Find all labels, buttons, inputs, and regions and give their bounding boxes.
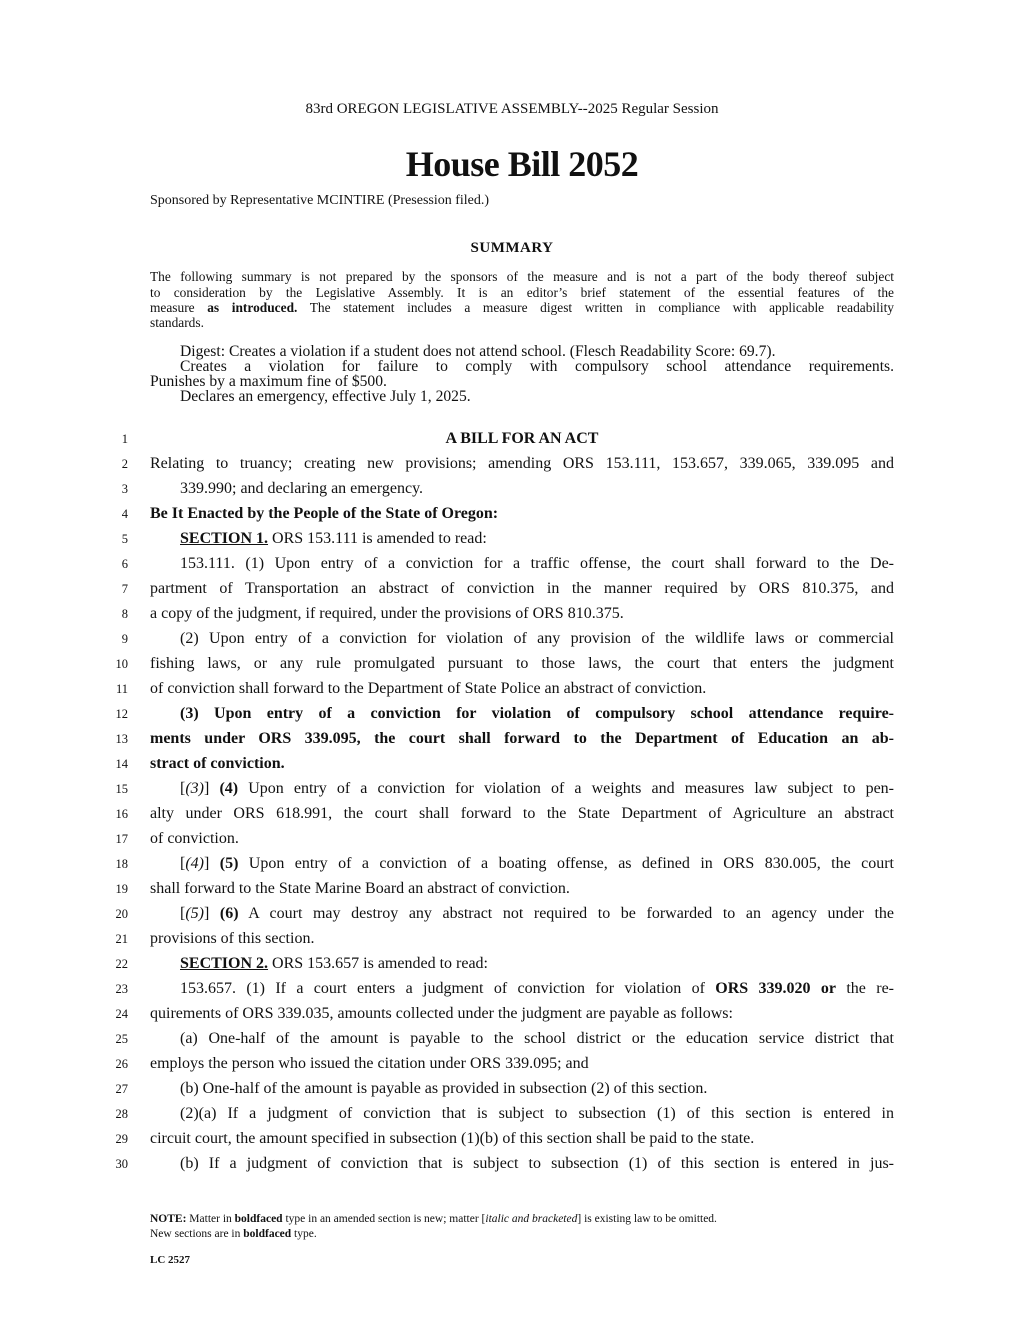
bill-line [180,780,894,798]
line-number: 4 [121,507,128,521]
session-header: 83rd OREGON LEGISLATIVE ASSEMBLY--2025 Regular Session [305,101,719,117]
bill-line [180,955,488,973]
line-number: 14 [115,757,128,771]
note-text: type in an amended section is new; matter [ [282,1213,486,1225]
note-bold: boldfaced [234,1213,283,1225]
line-number: 11 [115,682,128,696]
note-bold: boldfaced [243,1228,292,1240]
bill-line: 153.111. (1) Upon entry of a conviction for a traffic offense, the court shall forward to the De- [180,555,894,572]
summary-heading: SUMMARY [470,240,554,256]
bill-line: fishing laws, or any rule promulgated pursuant to those laws, the court that enters the judgment [150,655,894,672]
line-number: 30 [115,1157,128,1171]
line-number: 6 [121,557,128,571]
sponsor-line: Sponsored by Representative MCINTIRE (Presession filed.) [150,193,490,208]
bill-text: the re- [836,980,895,997]
bill-line: Relating to truancy; creating new provisions; amending ORS 153.111, 153.657, 339.065, 339.095 and [150,455,894,472]
line-number: 26 [115,1057,128,1071]
bill-text: Upon entry of a conviction for violation of a weights and measures law subject to pen- [238,780,895,797]
bill-text: ORS 153.657 is amended to read: [268,955,488,972]
bill-line: (a) One-half of the amount is payable to the school district or the education service district that [180,1030,894,1047]
bill-title: House Bill 2052 [405,144,639,184]
line-number: 17 [115,832,128,846]
bill-text: 153.657. (1) If a court enters a judgment of conviction for violation of [180,980,716,997]
digest-line: Punishes by a maximum fine of $500. [150,373,387,390]
bill-line: quirements of ORS 339.035, amounts collected under the judgment are payable as follows: [150,1005,733,1022]
bracket: [ [180,905,186,922]
note-text: type. [291,1228,317,1240]
bill-line-new: ments under ORS 339.095, the court shall forward to the Department of Education an ab- [150,730,894,747]
bill-line [180,530,487,548]
line-number: 13 [115,732,128,746]
bill-line: of conviction shall forward to the Department of State Police an abstract of conviction. [150,680,707,697]
deleted-text: (4) [185,855,204,872]
new-text: (4) [219,780,239,797]
line-number: 25 [115,1032,128,1046]
footer-note [150,1213,717,1225]
bill-line [180,980,894,998]
new-text: (5) [219,855,239,872]
bill-act-heading: A BILL FOR AN ACT [445,430,599,447]
lc-number: LC 2527 [150,1254,191,1266]
line-number: 22 [115,957,128,971]
footer-note [150,1228,317,1240]
bill-text: Upon entry of a conviction of a boating offense, as defined in ORS 830.005, the court [238,855,894,872]
line-number: 7 [121,582,128,596]
line-number: 18 [115,857,128,871]
line-number: 20 [115,907,128,921]
summary-intro-line: standards. [150,315,204,330]
bill-line-new: (3) Upon entry of a conviction for violation of compulsory school attendance require- [180,705,894,722]
note-text: New sections are in [150,1228,244,1240]
line-number: 10 [115,657,128,671]
line-number: 21 [115,932,128,946]
line-number: 15 [115,782,128,796]
bill-line: (2) Upon entry of a conviction for violation of any provision of the wildlife laws or commercial [180,630,894,647]
summary-intro-line: The following summary is not prepared by the sponsors of the measure and is not a part of the body thereof subject [150,269,894,284]
line-number: 12 [115,707,128,721]
bill-line: provisions of this section. [150,930,315,947]
section-2-label: SECTION 2. [180,955,269,972]
line-number: 24 [115,1007,128,1021]
new-text: (6) [219,905,239,922]
digest-line: Digest: Creates a violation if a student does not attend school. (Flesch Readability Score: 69.7). [180,343,776,360]
bill-line: alty under ORS 618.991, the court shall forward to the State Department of Agriculture an abstract [150,805,894,822]
line-number: 3 [121,482,128,496]
line-number: 1 [121,432,128,446]
note-text: Matter in [186,1213,235,1225]
summary-intro-line: to consideration by the Legislative Assembly. It is an editor’s brief statement of the essential features of the [150,285,894,300]
bill-line: (b) One-half of the amount is payable as provided in subsection (2) of this section. [180,1080,708,1097]
bill-line: partment of Transportation an abstract of conviction in the manner required by ORS 810.375, and [150,580,894,597]
bracket: [ [180,855,186,872]
line-number: 19 [115,882,128,896]
bracket: ] [203,855,220,872]
bill-line: shall forward to the State Marine Board an abstract of conviction. [150,880,570,897]
bracket: ] [203,780,220,797]
as-introduced-text: as introduced. [207,300,298,315]
new-text: ORS 339.020 or [715,980,836,997]
digest-line: Creates a violation for failure to comply with compulsory school attendance requirements. [180,358,894,375]
bill-line: (2)(a) If a judgment of conviction that is subject to subsection (1) of this section is entered in [180,1105,894,1122]
line-number: 16 [115,807,128,821]
line-number: 5 [121,532,128,546]
deleted-text: (5) [185,905,204,922]
bill-line [180,905,894,923]
summary-intro-line [150,300,894,315]
note-text: ] is existing law to be omitted. [577,1213,717,1225]
line-number: 27 [115,1082,128,1096]
summary-text: The statement includes a measure digest written in compliance with applicable readability [297,300,894,315]
line-number: 2 [121,457,128,471]
bill-line: a copy of the judgment, if required, under the provisions of ORS 810.375. [150,605,624,622]
bracket: [ [180,780,186,797]
bill-line [180,855,894,873]
enacting-clause: Be It Enacted by the People of the State of Oregon: [150,505,499,522]
bill-text: A court may destroy any abstract not required to be forwarded to an agency under the [238,905,895,922]
section-1-label: SECTION 1. [180,530,269,547]
bracket: ] [203,905,220,922]
bill-line: (b) If a judgment of conviction that is subject to subsection (1) of this section is entered in jus- [180,1155,894,1172]
line-number: 28 [115,1107,128,1121]
line-number: 23 [115,982,128,996]
summary-text: measure [150,300,208,315]
note-italic: italic and bracketed [485,1213,578,1225]
bill-text: ORS 153.111 is amended to read: [268,530,487,547]
note-label: NOTE: [150,1213,187,1225]
bill-line-new: stract of conviction. [150,755,285,772]
bill-line: 339.990; and declaring an emergency. [180,480,424,497]
deleted-text: (3) [185,780,204,797]
line-number: 8 [121,607,128,621]
line-number: 9 [121,632,128,646]
bill-line: circuit court, the amount specified in subsection (1)(b) of this section shall be paid to the state. [150,1130,755,1147]
bill-line: of conviction. [150,830,239,847]
line-number: 29 [115,1132,128,1146]
bill-line: employs the person who issued the citation under ORS 339.095; and [150,1055,589,1072]
digest-line: Declares an emergency, effective July 1, 2025. [180,388,471,405]
